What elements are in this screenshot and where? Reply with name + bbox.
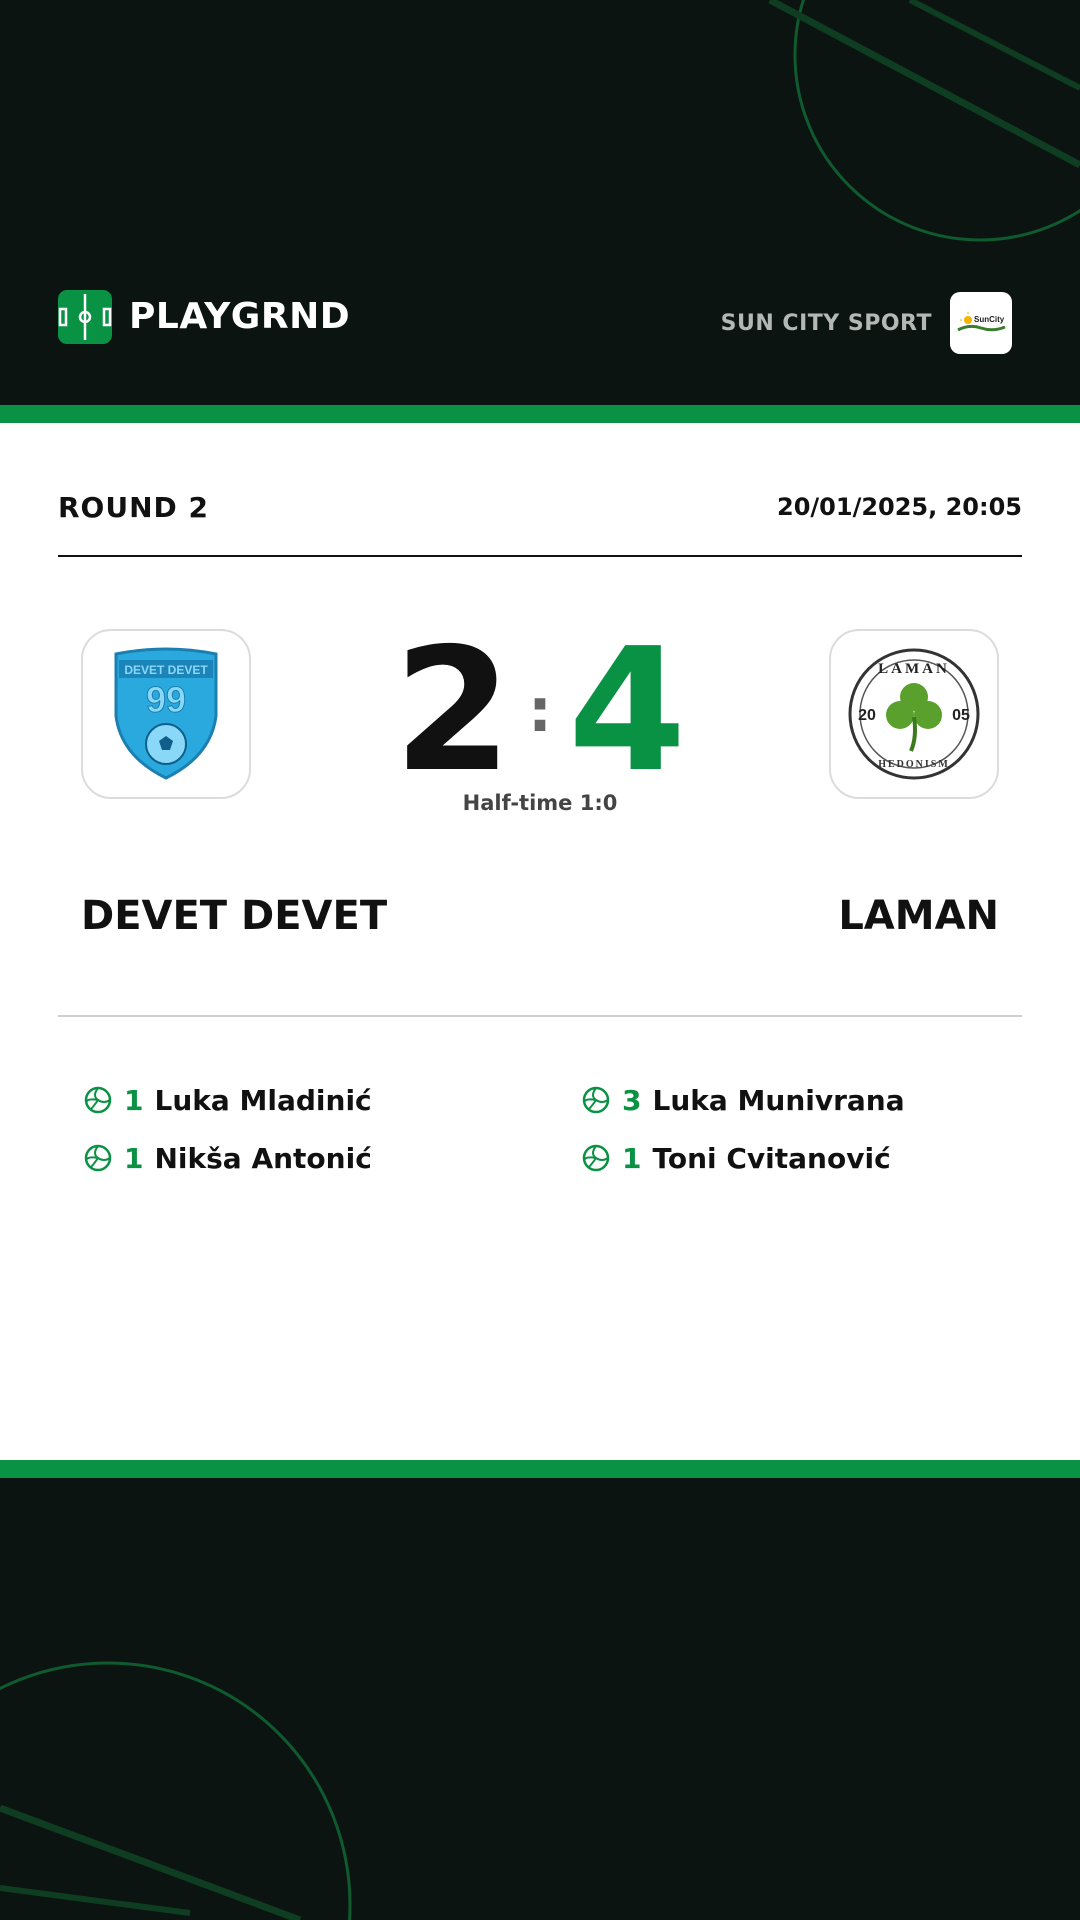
sponsor-logo-text: SunCity	[974, 315, 1005, 324]
accent-stripe-top	[0, 405, 1080, 423]
away-crest-right-text: 05	[952, 707, 970, 724]
away-scorers-list	[582, 1071, 905, 1187]
home-team-crest	[81, 629, 251, 799]
score-separator: :	[528, 676, 552, 746]
away-score: 4	[568, 612, 687, 810]
header	[0, 0, 1080, 405]
scorer-item	[582, 1071, 905, 1129]
away-crest-bottom-text: HEDONISM	[878, 759, 950, 770]
scorer-item	[84, 1129, 372, 1187]
sponsor	[721, 292, 1012, 354]
scorer-goals: 1	[124, 1083, 144, 1117]
home-score: 2	[393, 612, 512, 810]
pitch-lines-decoration-bottom	[0, 1478, 1080, 1920]
scorer-goals: 1	[124, 1141, 144, 1175]
scorer-name: Nikša Antonić	[154, 1141, 372, 1175]
scorer-name: Luka Munivrana	[652, 1083, 905, 1117]
scorer-item	[84, 1071, 372, 1129]
divider	[58, 555, 1022, 557]
brand[interactable]	[58, 290, 350, 344]
home-crest-number: 99	[145, 679, 187, 720]
away-crest-left-text: 20	[858, 707, 876, 724]
divider	[58, 1015, 1022, 1017]
scoreboard	[390, 611, 690, 811]
sponsor-name: SUN CITY SPORT	[720, 310, 932, 336]
brand-name: PLAYGRND	[129, 296, 351, 337]
halftime-score: Half-time 1:0	[462, 791, 618, 815]
scorer-name: Luka Mladinić	[154, 1083, 372, 1117]
accent-stripe-bottom	[0, 1460, 1080, 1478]
scorer-name: Toni Cvitanović	[652, 1141, 891, 1175]
scorer-goals: 3	[622, 1083, 642, 1117]
match-card	[0, 423, 1080, 1460]
home-team-name: DEVET DEVET	[81, 893, 388, 939]
football-icon	[582, 1144, 610, 1172]
away-team-name: LAMAN	[838, 893, 999, 939]
football-pitch-icon	[58, 290, 112, 344]
football-icon	[582, 1086, 610, 1114]
home-scorers-list	[84, 1071, 372, 1187]
away-team-crest	[829, 629, 999, 799]
sun-city-logo	[950, 292, 1012, 354]
scorer-item	[582, 1129, 905, 1187]
match-datetime: 20/01/2025, 20:05	[777, 493, 1022, 521]
round-label: ROUND 2	[58, 491, 210, 524]
scorer-goals: 1	[622, 1141, 642, 1175]
football-icon	[84, 1144, 112, 1172]
football-icon	[84, 1086, 112, 1114]
away-crest-top-text: LAMAN	[878, 661, 950, 677]
home-crest-text: DEVET DEVET	[124, 663, 208, 677]
